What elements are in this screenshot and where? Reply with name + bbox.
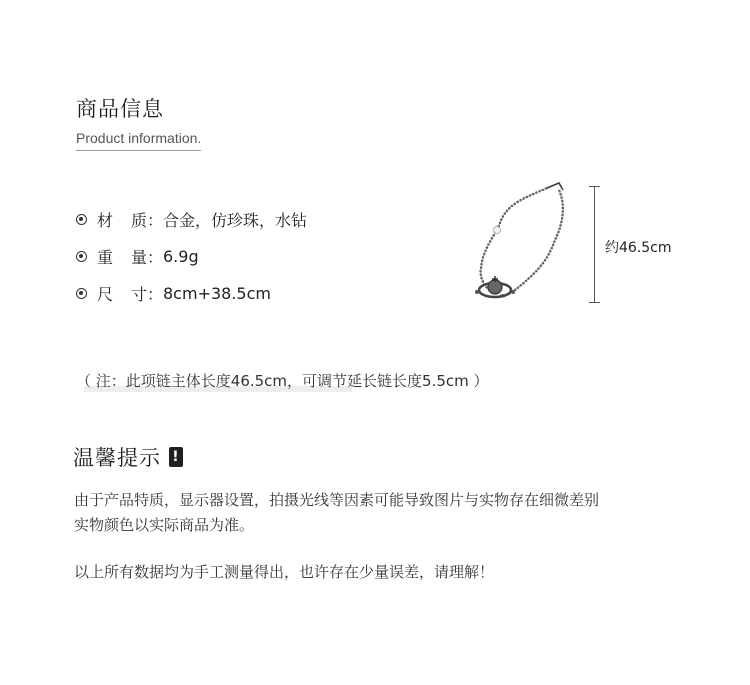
spec-row-size: [76, 281, 271, 305]
bullet-icon: [76, 288, 87, 299]
exclamation-icon: !: [169, 447, 183, 467]
spec-value: 8cm+38.5cm: [163, 283, 271, 303]
note-content: （ 注：此项链主体长度46.5cm，可调节延长链长度5.5cm ）: [76, 372, 489, 390]
tips-title: 温馨提示: [73, 446, 161, 470]
bullet-icon: [76, 251, 87, 262]
tips-heading: [73, 442, 183, 472]
spec-row-weight: [76, 244, 199, 268]
section-subtitle: Product information.: [76, 130, 201, 151]
tips-paragraph-1: [74, 488, 674, 538]
section-title: 商品信息: [76, 97, 164, 121]
tips-line: 实物颜色以实际商品为准。: [74, 516, 255, 534]
spec-label-char: 尺: [97, 284, 114, 304]
dimension-cap-top: [589, 186, 600, 187]
spec-value: 合金，仿珍珠，水钻: [163, 210, 308, 230]
dimension-line: [594, 186, 595, 302]
spec-row-material: [76, 207, 307, 231]
dimension-cap-bottom: [589, 302, 600, 303]
tips-line: 由于产品特质，显示器设置，拍摄光线等因素可能导致图片与实物存在细微差别: [74, 491, 600, 509]
spec-value: 6.9g: [163, 246, 199, 266]
note-text: [76, 370, 489, 391]
dimension-label: 约46.5cm: [605, 240, 672, 256]
necklace-image: [455, 178, 585, 323]
spec-label-char: 重: [97, 247, 114, 267]
spec-label-char: 量：: [131, 247, 164, 267]
bullet-icon: [76, 214, 87, 225]
tips-paragraph-2: 以上所有数据均为手工测量得出，也许存在少量误差，请理解！: [74, 563, 495, 581]
spec-label-char: 质：: [131, 210, 164, 230]
spec-label-char: 材: [97, 210, 114, 230]
spec-label-char: 寸：: [131, 284, 164, 304]
